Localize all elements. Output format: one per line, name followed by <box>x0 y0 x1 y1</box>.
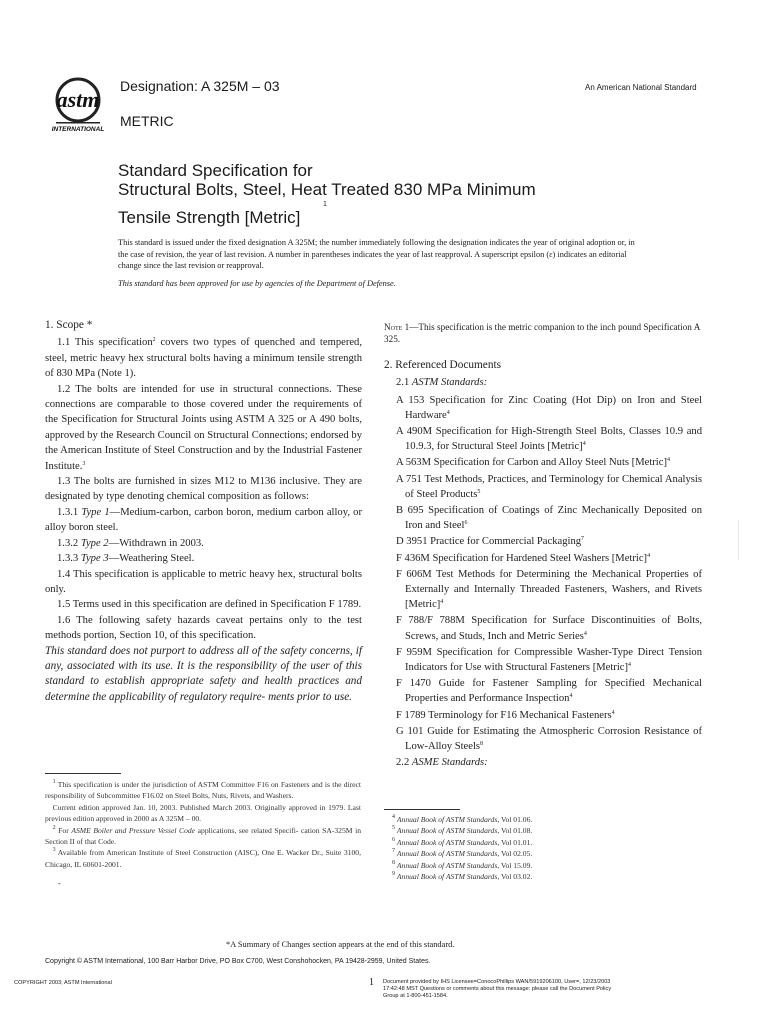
ref-item: F 1789 Terminology for F16 Mechanical Fasteners$^4$ <box>396 709 615 721</box>
ref-item: A 490M Specification for High-Strength Steel Bolts, Classes 10.9 and 10.9.3, for Structural Steel Joints [Metric]$^4$ <box>396 426 702 453</box>
footnote-marker: 2 <box>152 337 156 344</box>
title-line-1: Standard Specification for <box>118 161 313 180</box>
para-1-2: 1.2 The bolts are intended for use in structural connections. These connections are comparable to those covered under the requirements of the Specification for Structural Joints using ASTM A 325 or A 490 bolts, approved by the Research Council on Structural Connections; endorsed by the American Institute of Steel Construction and by the Industrial Fastener Institute.$^3$ <box>45 383 362 472</box>
footnote-2: $^2$ For ASME Boiler and Pressure Vessel Code applications, see related Specifi- cation SA-325M in Section II of that Code. <box>45 824 361 847</box>
summary-of-changes-notice: *A Summary of Changes section appears at the end of this standard. <box>226 940 455 949</box>
footnote-9: $^9$ Annual Book of ASTM Standards, Vol 03.02. <box>392 871 533 882</box>
footnotes-left <box>45 779 361 870</box>
ref-item: D 3951 Practice for Commercial Packaging$^7$ <box>396 536 585 548</box>
ref-item: F 436M Specification for Hardened Steel Washers [Metric]$^4$ <box>396 552 651 564</box>
footnote-1b: Current edition approved Jan. 10, 2003. Published March 2003. Originally approved in 1979. Last previous edition approved in 2000 as A 325M – 00. <box>45 802 361 824</box>
right-column <box>384 321 702 773</box>
referenced-documents-list <box>384 393 702 755</box>
footnote-4: $^4$ Annual Book of ASTM Standards, Vol 01.06. <box>392 814 533 824</box>
footnote-1: $^1$ This specification is under the jurisdiction of ASTM Committee F16 on Fasteners and is the direct responsibility of Subcommittee F16.02 on Steel Bolts, Nuts, Rivets, and Washers. <box>45 779 361 801</box>
dod-approval-notice: This standard has been approved for use by agencies of the Department of Defense. <box>118 279 396 288</box>
designation: Designation: A 325M – 03 <box>120 78 280 94</box>
ref-item: A 751 Test Methods, Practices, and Terminology for Chemical Analysis of Steel Products$^5$ <box>396 473 702 500</box>
page-number: 1 <box>369 977 374 988</box>
title-line-2: Structural Bolts, Steel, Heat Treated 830 MPa Minimum <box>118 180 536 199</box>
document-provided-notice: Document provided by IHS Licensee=ConocoPhillips WAN/5919206100, User=, 12/23/2003 17:42:48 MST Questions or comments about this message: please call the Document Policy Group at 1-800-451-1584. <box>383 979 612 1000</box>
para-1-3-3: 1.3.3 Type 3—Weathering Steel. <box>57 553 195 565</box>
para-1-4: 1.4 This specification is applicable to metric heavy hex, structural bolts only. <box>45 568 362 595</box>
metric-label: METRIC <box>120 113 174 129</box>
footnote-rule-left <box>45 773 121 774</box>
astm-logo-letters: astm <box>56 87 100 112</box>
section-1-heading: 1. Scope * <box>45 319 93 331</box>
ref-item: A 153 Specification for Zinc Coating (Hot Dip) on Iron and Steel Hardware$^4$ <box>396 394 702 421</box>
para-1-3-1: 1.3.1 Type 1—Medium-carbon, carbon boron, medium carbon alloy, or alloy boron steel. <box>45 506 362 534</box>
footnote-7: $^7$ Annual Book of ASTM Standards, Vol 02.05. <box>392 848 533 859</box>
ref-item: B 695 Specification of Coatings of Zinc Mechanically Deposited on Iron and Steel$^6$ <box>396 505 702 532</box>
astm-logo-subtext: INTERNATIONAL <box>51 126 105 133</box>
astm-logo <box>44 76 112 134</box>
footnote-6: $^6$ Annual Book of ASTM Standards, Vol 01.01. <box>392 836 533 847</box>
footnote-8: $^8$ Annual Book of ASTM Standards, Vol 15.09. <box>392 859 533 870</box>
stray-dash: - <box>58 879 61 888</box>
safety-caveat: This standard does not purport to address all of the safety concerns, if any, associated with its use. It is the responsibility of the user of this standard to establish appropriate safety and health practices and determine the applicability of regulatory require- ments prior to use. <box>45 644 362 703</box>
footnotes-right <box>392 814 702 882</box>
asme-standards-heading: 2.2 ASME Standards: <box>396 757 488 769</box>
title-line-3: Tensile Strength [Metric] <box>118 208 301 227</box>
astm-logo-graphic <box>44 76 112 134</box>
ref-item: F 1470 Guide for Fastener Sampling for Specified Mechanical Properties and Performance Inspection$^4$ <box>396 678 702 705</box>
para-1-6: 1.6 The following safety hazards caveat pertains only to the test methods portion, Section 10, of this specification. <box>45 614 362 642</box>
footnote-5: $^5$ Annual Book of ASTM Standards, Vol 01.08. <box>392 825 533 836</box>
astm-standards-heading: 2.1 ASTM Standards: <box>396 377 488 389</box>
para-1-1: 1.1 This specification$^2$ covers two types of quenched and tempered, steel, metric heavy hex structural bolts having a minimum tensile strength of 830 MPa (Note 1). <box>45 337 362 380</box>
edge-mark <box>738 520 739 560</box>
footnote-3: $^3$ Available from American Institute of Steel Construction (AISC), One E. Wacker Dr., Suite 3100, Chicago, IL 60601-2001. <box>45 847 361 869</box>
ref-item: F 959M Specification for Compressible Washer-Type Direct Tension Indicators for Use with Structural Fasteners [Metric]$^4$ <box>396 646 702 674</box>
para-1-3-2: 1.3.2 Type 2—Withdrawn in 2003. <box>57 537 204 549</box>
designation-notice: This standard is issued under the fixed designation A 325M; the number immediately following the designation indicates the year of original adoption or, in the case of revision, the year of last revision. A number in parentheses indicates the year of last reapproval. A superscript epsilon (ε) indicates an editorial change since the last revision or reapproval. <box>118 238 635 271</box>
title-footnote-marker: 1 <box>323 201 327 208</box>
ref-item: F 606M Test Methods for Determining the Mechanical Properties of Externally and Internally Threaded Fasteners, Washers, and Rivets [Metric]$^4$ <box>396 568 702 611</box>
ref-item: A 563M Specification for Carbon and Alloy Steel Nuts [Metric]$^4$ <box>396 457 670 469</box>
section-2-heading: 2. Referenced Documents <box>384 358 502 371</box>
footnote-marker: 3 <box>82 460 86 467</box>
footnote-rule-right <box>384 809 460 810</box>
left-column <box>45 318 362 705</box>
para-1-3: 1.3 The bolts are furnished in sizes M12 to M136 inclusive. They are designated by type denoting chemical composition as follows: <box>45 476 362 503</box>
ref-item: G 101 Guide for Estimating the Atmospheric Corrosion Resistance of Low-Alloy Steels$^8$ <box>396 725 702 753</box>
copyright-small: COPYRIGHT 2003; ASTM International <box>14 980 112 986</box>
copyright-line: Copyright © ASTM International, 100 Barr Harbor Drive, PO Box C700, West Conshohocken, PA 19428-2959, United States. <box>45 958 431 965</box>
note-1: Note 1—This specification is the metric companion to the inch pound Specification A 325. <box>384 322 700 345</box>
ref-item: F 788/F 788M Specification for Surface Discontinuities of Bolts, Screws, and Studs, Inch and Metric Series$^4$ <box>396 615 702 642</box>
para-1-5: 1.5 Terms used in this specification are defined in Specification F 1789. <box>57 599 362 611</box>
american-national-standard: An American National Standard <box>585 83 697 92</box>
